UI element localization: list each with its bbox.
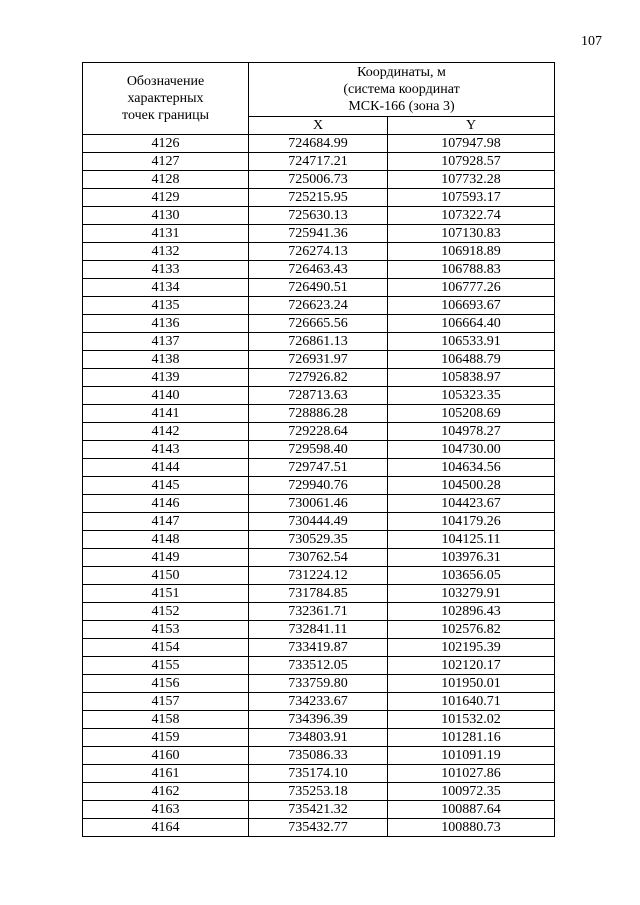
y-coordinate-cell: 107947.98 <box>388 135 555 153</box>
point-number-cell: 4132 <box>83 243 249 261</box>
point-number-cell: 4155 <box>83 657 249 675</box>
point-number-cell: 4141 <box>83 405 249 423</box>
y-coordinate-cell: 100887.64 <box>388 801 555 819</box>
y-coordinate-cell: 104634.56 <box>388 459 555 477</box>
table-row <box>83 351 555 369</box>
y-coordinate-cell: 105323.35 <box>388 387 555 405</box>
point-number-cell: 4137 <box>83 333 249 351</box>
point-number-cell: 4138 <box>83 351 249 369</box>
point-header-line: точек границы <box>122 108 209 123</box>
boundary-coordinates-table <box>82 62 555 837</box>
table-row <box>83 675 555 693</box>
y-coordinate-cell: 106777.26 <box>388 279 555 297</box>
y-coordinate-cell: 102896.43 <box>388 603 555 621</box>
coordinates-header <box>249 63 555 117</box>
table-row <box>83 315 555 333</box>
table-row <box>83 693 555 711</box>
point-number-cell: 4164 <box>83 819 249 837</box>
x-coordinate-cell: 730061.46 <box>249 495 388 513</box>
y-coordinate-cell: 102576.82 <box>388 621 555 639</box>
table-row <box>83 657 555 675</box>
y-coordinate-cell: 107593.17 <box>388 189 555 207</box>
table-row <box>83 477 555 495</box>
y-coordinate-cell: 107322.74 <box>388 207 555 225</box>
table-row <box>83 639 555 657</box>
x-coordinate-cell: 725006.73 <box>249 171 388 189</box>
x-coordinate-cell: 725215.95 <box>249 189 388 207</box>
coords-header-line: Координаты, м <box>357 65 446 80</box>
table-row <box>83 513 555 531</box>
point-number-cell: 4149 <box>83 549 249 567</box>
y-coordinate-cell: 101532.02 <box>388 711 555 729</box>
point-number-cell: 4131 <box>83 225 249 243</box>
table-row <box>83 333 555 351</box>
y-coordinate-cell: 103976.31 <box>388 549 555 567</box>
y-coordinate-cell: 107130.83 <box>388 225 555 243</box>
table-row <box>83 711 555 729</box>
x-coordinate-cell: 728713.63 <box>249 387 388 405</box>
point-number-cell: 4161 <box>83 765 249 783</box>
x-coordinate-cell: 735421.32 <box>249 801 388 819</box>
x-coordinate-cell: 733419.87 <box>249 639 388 657</box>
point-number-cell: 4162 <box>83 783 249 801</box>
point-number-cell: 4159 <box>83 729 249 747</box>
table-row <box>83 423 555 441</box>
x-coordinate-cell: 726463.43 <box>249 261 388 279</box>
x-column-header: X <box>249 117 388 135</box>
point-number-cell: 4152 <box>83 603 249 621</box>
y-coordinate-cell: 106918.89 <box>388 243 555 261</box>
x-coordinate-cell: 727926.82 <box>249 369 388 387</box>
y-coordinate-cell: 101091.19 <box>388 747 555 765</box>
table-row <box>83 279 555 297</box>
table-row <box>83 801 555 819</box>
x-coordinate-cell: 726931.97 <box>249 351 388 369</box>
x-coordinate-cell: 726861.13 <box>249 333 388 351</box>
page-number: 107 <box>581 34 602 49</box>
table-row <box>83 369 555 387</box>
y-coordinate-cell: 103279.91 <box>388 585 555 603</box>
point-number-cell: 4157 <box>83 693 249 711</box>
point-number-cell: 4127 <box>83 153 249 171</box>
x-coordinate-cell: 725630.13 <box>249 207 388 225</box>
y-coordinate-cell: 106488.79 <box>388 351 555 369</box>
y-coordinate-cell: 102195.39 <box>388 639 555 657</box>
table-row <box>83 441 555 459</box>
table-row <box>83 729 555 747</box>
point-number-cell: 4139 <box>83 369 249 387</box>
x-coordinate-cell: 728886.28 <box>249 405 388 423</box>
y-coordinate-cell: 101027.86 <box>388 765 555 783</box>
table-row <box>83 549 555 567</box>
y-coordinate-cell: 104125.11 <box>388 531 555 549</box>
point-number-cell: 4158 <box>83 711 249 729</box>
y-coordinate-cell: 101950.01 <box>388 675 555 693</box>
point-number-cell: 4133 <box>83 261 249 279</box>
y-coordinate-cell: 100972.35 <box>388 783 555 801</box>
x-coordinate-cell: 725941.36 <box>249 225 388 243</box>
point-number-cell: 4134 <box>83 279 249 297</box>
table-header <box>83 63 555 135</box>
y-coordinate-cell: 105208.69 <box>388 405 555 423</box>
table-row <box>83 765 555 783</box>
x-coordinate-cell: 726623.24 <box>249 297 388 315</box>
table-row <box>83 189 555 207</box>
point-number-cell: 4143 <box>83 441 249 459</box>
x-coordinate-cell: 732361.71 <box>249 603 388 621</box>
table-row <box>83 495 555 513</box>
y-coordinate-cell: 103656.05 <box>388 567 555 585</box>
y-coordinate-cell: 105838.97 <box>388 369 555 387</box>
y-coordinate-cell: 101281.16 <box>388 729 555 747</box>
y-coordinate-cell: 106533.91 <box>388 333 555 351</box>
y-coordinate-cell: 104500.28 <box>388 477 555 495</box>
point-header-line: характерных <box>127 91 204 106</box>
y-coordinate-cell: 106788.83 <box>388 261 555 279</box>
x-coordinate-cell: 735174.10 <box>249 765 388 783</box>
table-row <box>83 819 555 837</box>
point-number-cell: 4163 <box>83 801 249 819</box>
point-number-cell: 4156 <box>83 675 249 693</box>
table-row <box>83 243 555 261</box>
x-coordinate-cell: 733759.80 <box>249 675 388 693</box>
x-coordinate-cell: 735086.33 <box>249 747 388 765</box>
table-row <box>83 261 555 279</box>
y-coordinate-cell: 106693.67 <box>388 297 555 315</box>
point-number-cell: 4154 <box>83 639 249 657</box>
y-column-header: Y <box>388 117 555 135</box>
x-coordinate-cell: 730529.35 <box>249 531 388 549</box>
table-row <box>83 603 555 621</box>
table-row <box>83 225 555 243</box>
point-number-cell: 4144 <box>83 459 249 477</box>
table-row <box>83 621 555 639</box>
x-coordinate-cell: 734803.91 <box>249 729 388 747</box>
y-coordinate-cell: 101640.71 <box>388 693 555 711</box>
x-coordinate-cell: 726274.13 <box>249 243 388 261</box>
y-coordinate-cell: 104730.00 <box>388 441 555 459</box>
table-row <box>83 297 555 315</box>
x-coordinate-cell: 731224.12 <box>249 567 388 585</box>
point-number-cell: 4130 <box>83 207 249 225</box>
point-number-cell: 4145 <box>83 477 249 495</box>
point-number-cell: 4147 <box>83 513 249 531</box>
table-row <box>83 783 555 801</box>
y-coordinate-cell: 104179.26 <box>388 513 555 531</box>
table-row <box>83 207 555 225</box>
point-number-cell: 4146 <box>83 495 249 513</box>
table-row <box>83 135 555 153</box>
point-number-cell: 4140 <box>83 387 249 405</box>
table-row <box>83 747 555 765</box>
x-coordinate-cell: 734396.39 <box>249 711 388 729</box>
x-coordinate-cell: 729747.51 <box>249 459 388 477</box>
x-coordinate-cell: 724717.21 <box>249 153 388 171</box>
y-coordinate-cell: 104423.67 <box>388 495 555 513</box>
x-coordinate-cell: 729598.40 <box>249 441 388 459</box>
x-coordinate-cell: 730444.49 <box>249 513 388 531</box>
y-coordinate-cell: 104978.27 <box>388 423 555 441</box>
table-row <box>83 405 555 423</box>
point-number-cell: 4129 <box>83 189 249 207</box>
y-coordinate-cell: 107732.28 <box>388 171 555 189</box>
point-number-cell: 4150 <box>83 567 249 585</box>
x-coordinate-cell: 732841.11 <box>249 621 388 639</box>
x-coordinate-cell: 731784.85 <box>249 585 388 603</box>
point-number-cell: 4126 <box>83 135 249 153</box>
y-coordinate-cell: 100880.73 <box>388 819 555 837</box>
point-number-cell: 4142 <box>83 423 249 441</box>
point-number-cell: 4151 <box>83 585 249 603</box>
point-number-cell: 4128 <box>83 171 249 189</box>
x-coordinate-cell: 729940.76 <box>249 477 388 495</box>
table-row <box>83 531 555 549</box>
table-row <box>83 567 555 585</box>
coords-header-line: МСК-166 (зона 3) <box>348 99 455 114</box>
point-header-line: Обозначение <box>126 74 205 89</box>
table-row <box>83 153 555 171</box>
y-coordinate-cell: 106664.40 <box>388 315 555 333</box>
y-coordinate-cell: 102120.17 <box>388 657 555 675</box>
x-coordinate-cell: 734233.67 <box>249 693 388 711</box>
table-row <box>83 387 555 405</box>
point-number-cell: 4153 <box>83 621 249 639</box>
table-row <box>83 459 555 477</box>
x-coordinate-cell: 730762.54 <box>249 549 388 567</box>
point-number-cell: 4148 <box>83 531 249 549</box>
x-coordinate-cell: 724684.99 <box>249 135 388 153</box>
x-coordinate-cell: 735253.18 <box>249 783 388 801</box>
point-number-cell: 4160 <box>83 747 249 765</box>
table-row <box>83 171 555 189</box>
table-body <box>83 135 555 837</box>
y-coordinate-cell: 107928.57 <box>388 153 555 171</box>
x-coordinate-cell: 733512.05 <box>249 657 388 675</box>
point-number-cell: 4135 <box>83 297 249 315</box>
coords-header-line: (система координат <box>343 82 460 97</box>
point-number-cell: 4136 <box>83 315 249 333</box>
x-coordinate-cell: 726665.56 <box>249 315 388 333</box>
point-designation-header <box>83 63 249 135</box>
table-row <box>83 585 555 603</box>
x-coordinate-cell: 729228.64 <box>249 423 388 441</box>
x-coordinate-cell: 726490.51 <box>249 279 388 297</box>
x-coordinate-cell: 735432.77 <box>249 819 388 837</box>
